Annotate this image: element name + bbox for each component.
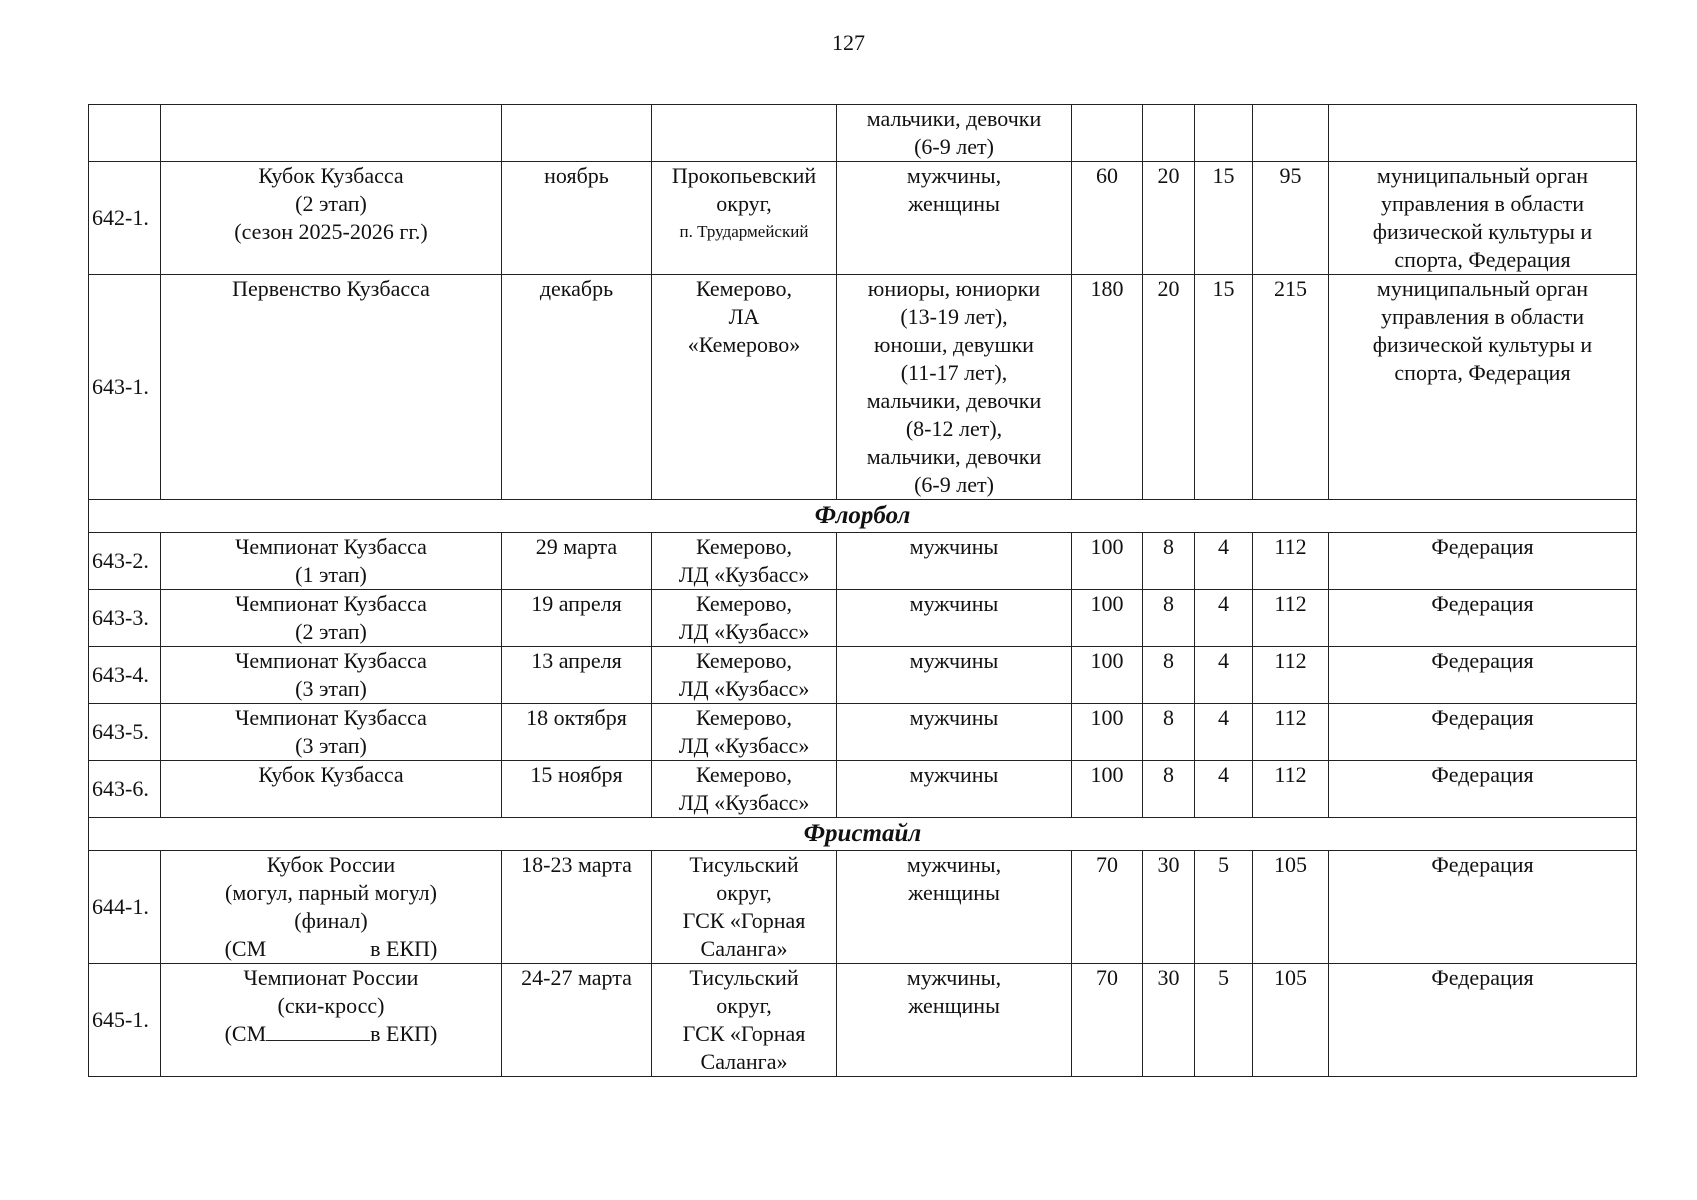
- row-number: 643-6.: [89, 761, 161, 818]
- count-1: [1072, 105, 1143, 162]
- event-date: 15 ноября: [502, 761, 652, 818]
- count-3: 4: [1195, 590, 1253, 647]
- count-1: 100: [1072, 590, 1143, 647]
- row-number: 644-1.: [89, 851, 161, 964]
- event-date: ноябрь: [502, 162, 652, 275]
- count-3: 15: [1195, 275, 1253, 500]
- event-place: [652, 964, 837, 1077]
- place-line: Кемерово,: [695, 534, 793, 559]
- event-name-line: Чемпионат Кузбасса: [235, 534, 427, 559]
- participants: [837, 162, 1072, 275]
- event-name: [161, 275, 502, 500]
- row-number: 643-2.: [89, 533, 161, 590]
- participants: [837, 275, 1072, 500]
- count-total: 105: [1253, 964, 1329, 1077]
- place-line: округ,: [716, 993, 772, 1018]
- participants: [837, 851, 1072, 964]
- event-name-line: (2 этап): [295, 619, 367, 644]
- count-total: 112: [1253, 704, 1329, 761]
- count-2: 8: [1143, 647, 1195, 704]
- count-2: 30: [1143, 851, 1195, 964]
- event-name-line: (ски-кросс): [277, 993, 385, 1018]
- participants: мужчины: [837, 533, 1072, 590]
- table-row: [89, 590, 1637, 647]
- count-2: 8: [1143, 533, 1195, 590]
- event-name: [161, 105, 502, 162]
- place-line: Кемерово,: [695, 591, 793, 616]
- event-name-line: Чемпионат Кузбасса: [235, 705, 427, 730]
- participants-line: (6-9 лет): [914, 472, 994, 497]
- place-line: Тисульский: [689, 965, 799, 990]
- event-name-line: Чемпионат России: [243, 965, 419, 990]
- organizer: Федерация: [1329, 590, 1637, 647]
- place-line: округ,: [716, 880, 772, 905]
- count-3: 4: [1195, 761, 1253, 818]
- page-number: 127: [832, 30, 865, 55]
- event-name-line: (могул, парный могул): [225, 880, 437, 905]
- event-name: [161, 964, 502, 1077]
- count-2: 20: [1143, 162, 1195, 275]
- event-name: [161, 533, 502, 590]
- place-line: Тисульский: [689, 852, 799, 877]
- organizer: Федерация: [1329, 533, 1637, 590]
- count-total: 112: [1253, 590, 1329, 647]
- organizer: Федерация: [1329, 761, 1637, 818]
- organizer-line: муниципальный орган: [1376, 163, 1589, 188]
- participants-line: юноши, девушки: [874, 332, 1034, 357]
- organizer: [1329, 275, 1637, 500]
- participants: [837, 964, 1072, 1077]
- table-row: [89, 105, 1637, 162]
- event-place: [652, 275, 837, 500]
- event-name-line: (сезон 2025-2026 гг.): [234, 219, 428, 244]
- place-line: Прокопьевский: [671, 163, 817, 188]
- count-2: 8: [1143, 590, 1195, 647]
- participants-line: женщины: [908, 880, 1000, 905]
- row-number: 643-1.: [89, 275, 161, 500]
- blank-underline: [266, 1022, 370, 1041]
- participants-line: мальчики, девочки: [866, 388, 1042, 413]
- participants: мужчины: [837, 647, 1072, 704]
- place-line: Кемерово,: [695, 705, 793, 730]
- event-name: [161, 761, 502, 818]
- count-3: 4: [1195, 533, 1253, 590]
- section-header: [89, 818, 1637, 851]
- count-total: [1253, 105, 1329, 162]
- event-name: [161, 162, 502, 275]
- count-3: 5: [1195, 851, 1253, 964]
- event-place: [652, 704, 837, 761]
- organizer: [1329, 105, 1637, 162]
- count-total: 95: [1253, 162, 1329, 275]
- organizer: Федерация: [1329, 964, 1637, 1077]
- place-line: Кемерово,: [695, 648, 793, 673]
- organizer-line: муниципальный орган: [1376, 276, 1589, 301]
- organizer: Федерация: [1329, 647, 1637, 704]
- table-row: [89, 704, 1637, 761]
- participants-line: женщины: [908, 993, 1000, 1018]
- count-2: 8: [1143, 761, 1195, 818]
- count-1: 70: [1072, 964, 1143, 1077]
- count-total: 112: [1253, 533, 1329, 590]
- count-1: 100: [1072, 647, 1143, 704]
- event-name-line: Кубок Кузбасса: [258, 163, 404, 188]
- section-title-freestyle: Фристайл: [89, 818, 1637, 851]
- event-place: [652, 105, 837, 162]
- event-name-line: Чемпионат Кузбасса: [235, 648, 427, 673]
- table-row: [89, 851, 1637, 964]
- participants-line: женщины: [908, 191, 1000, 216]
- count-1: 180: [1072, 275, 1143, 500]
- table-row: [89, 647, 1637, 704]
- event-name: [161, 647, 502, 704]
- count-2: 8: [1143, 704, 1195, 761]
- event-place: [652, 162, 837, 275]
- row-number: 642-1.: [89, 162, 161, 275]
- event-name-part: (СМ: [224, 1021, 267, 1046]
- section-title-florbol: Флорбол: [89, 500, 1637, 533]
- count-2: 20: [1143, 275, 1195, 500]
- events-table: [88, 104, 1637, 1077]
- event-name-part: (СМ: [224, 936, 267, 961]
- event-date: 18-23 марта: [502, 851, 652, 964]
- count-1: 100: [1072, 533, 1143, 590]
- participants: мужчины: [837, 761, 1072, 818]
- count-3: 15: [1195, 162, 1253, 275]
- count-1: 100: [1072, 761, 1143, 818]
- count-total: 112: [1253, 647, 1329, 704]
- organizer-line: физической культуры и: [1372, 332, 1593, 357]
- participants-line: мужчины,: [906, 852, 1002, 877]
- table-row: [89, 275, 1637, 500]
- event-name-line: (3 этап): [295, 733, 367, 758]
- event-date: 18 октября: [502, 704, 652, 761]
- count-2: [1143, 105, 1195, 162]
- event-place: [652, 533, 837, 590]
- event-name-line: [163, 1020, 499, 1048]
- event-name-part: в ЕКП): [370, 1021, 438, 1046]
- place-line: ЛД «Кузбасс»: [678, 790, 810, 815]
- organizer-line: управления в области: [1381, 304, 1584, 329]
- place-line: Саланга»: [700, 936, 788, 961]
- place-line: ЛД «Кузбасс»: [678, 562, 810, 587]
- place-line: ГСК «Горная: [682, 1021, 806, 1046]
- event-place: [652, 647, 837, 704]
- event-date: 24-27 марта: [502, 964, 652, 1077]
- participants: мужчины: [837, 590, 1072, 647]
- table-row: [89, 761, 1637, 818]
- count-total: 215: [1253, 275, 1329, 500]
- participants-line: (11-17 лет),: [900, 360, 1008, 385]
- row-number: 643-5.: [89, 704, 161, 761]
- organizer-line: спорта, Федерация: [1394, 247, 1571, 272]
- place-line: ЛД «Кузбасс»: [678, 619, 810, 644]
- event-place: [652, 590, 837, 647]
- place-line: п. Трудармейский: [679, 222, 809, 241]
- place-line: Кемерово,: [695, 276, 793, 301]
- participants-line: юниоры, юниорки: [867, 276, 1041, 301]
- event-date: 19 апреля: [502, 590, 652, 647]
- event-date: 29 марта: [502, 533, 652, 590]
- participants: мужчины: [837, 704, 1072, 761]
- participants-line: (6-9 лет): [914, 134, 994, 159]
- count-total: 105: [1253, 851, 1329, 964]
- event-date: [502, 105, 652, 162]
- count-3: 4: [1195, 704, 1253, 761]
- row-number: [89, 105, 161, 162]
- organizer: Федерация: [1329, 851, 1637, 964]
- place-line: ЛД «Кузбасс»: [678, 733, 810, 758]
- row-number: 643-4.: [89, 647, 161, 704]
- organizer-line: управления в области: [1381, 191, 1584, 216]
- event-name-line: Кубок Кузбасса: [258, 762, 404, 787]
- event-name: [161, 851, 502, 964]
- participants-line: (8-12 лет),: [905, 416, 1003, 441]
- event-place: [652, 761, 837, 818]
- place-line: округ,: [716, 191, 772, 216]
- place-line: «Кемерово»: [687, 332, 801, 357]
- event-name-line: (1 этап): [295, 562, 367, 587]
- event-name: [161, 704, 502, 761]
- count-1: 70: [1072, 851, 1143, 964]
- count-total: 112: [1253, 761, 1329, 818]
- participants-line: (13-19 лет),: [900, 304, 1008, 329]
- event-name-line: (финал): [294, 908, 368, 933]
- organizer-line: физической культуры и: [1372, 219, 1593, 244]
- row-number: 645-1.: [89, 964, 161, 1077]
- event-name: [161, 590, 502, 647]
- event-date: 13 апреля: [502, 647, 652, 704]
- section-header: [89, 500, 1637, 533]
- place-line: ЛА: [728, 304, 760, 329]
- participants-line: мальчики, девочки: [866, 444, 1042, 469]
- event-name-line: Первенство Кузбасса: [232, 276, 430, 301]
- event-name-line: Чемпионат Кузбасса: [235, 591, 427, 616]
- table-row: [89, 162, 1637, 275]
- event-name-line: (3 этап): [295, 676, 367, 701]
- event-name-part: в ЕКП): [370, 936, 438, 961]
- row-number: 643-3.: [89, 590, 161, 647]
- organizer: Федерация: [1329, 704, 1637, 761]
- organizer: [1329, 162, 1637, 275]
- organizer-line: спорта, Федерация: [1394, 360, 1571, 385]
- event-place: [652, 851, 837, 964]
- participants-line: мужчины,: [906, 163, 1002, 188]
- count-1: 100: [1072, 704, 1143, 761]
- participants: [837, 105, 1072, 162]
- count-3: [1195, 105, 1253, 162]
- table-row: [89, 533, 1637, 590]
- count-1: 60: [1072, 162, 1143, 275]
- place-line: Саланга»: [700, 1049, 788, 1074]
- event-name-line: Кубок России: [266, 852, 396, 877]
- participants-line: мужчины,: [906, 965, 1002, 990]
- place-line: Кемерово,: [695, 762, 793, 787]
- place-line: ГСК «Горная: [682, 908, 806, 933]
- table-row: [89, 964, 1637, 1077]
- event-name-line: [163, 935, 499, 963]
- participants-line: мальчики, девочки: [866, 106, 1042, 131]
- event-date: декабрь: [502, 275, 652, 500]
- place-line: ЛД «Кузбасс»: [678, 676, 810, 701]
- count-2: 30: [1143, 964, 1195, 1077]
- event-name-line: (2 этап): [295, 191, 367, 216]
- count-3: 4: [1195, 647, 1253, 704]
- count-3: 5: [1195, 964, 1253, 1077]
